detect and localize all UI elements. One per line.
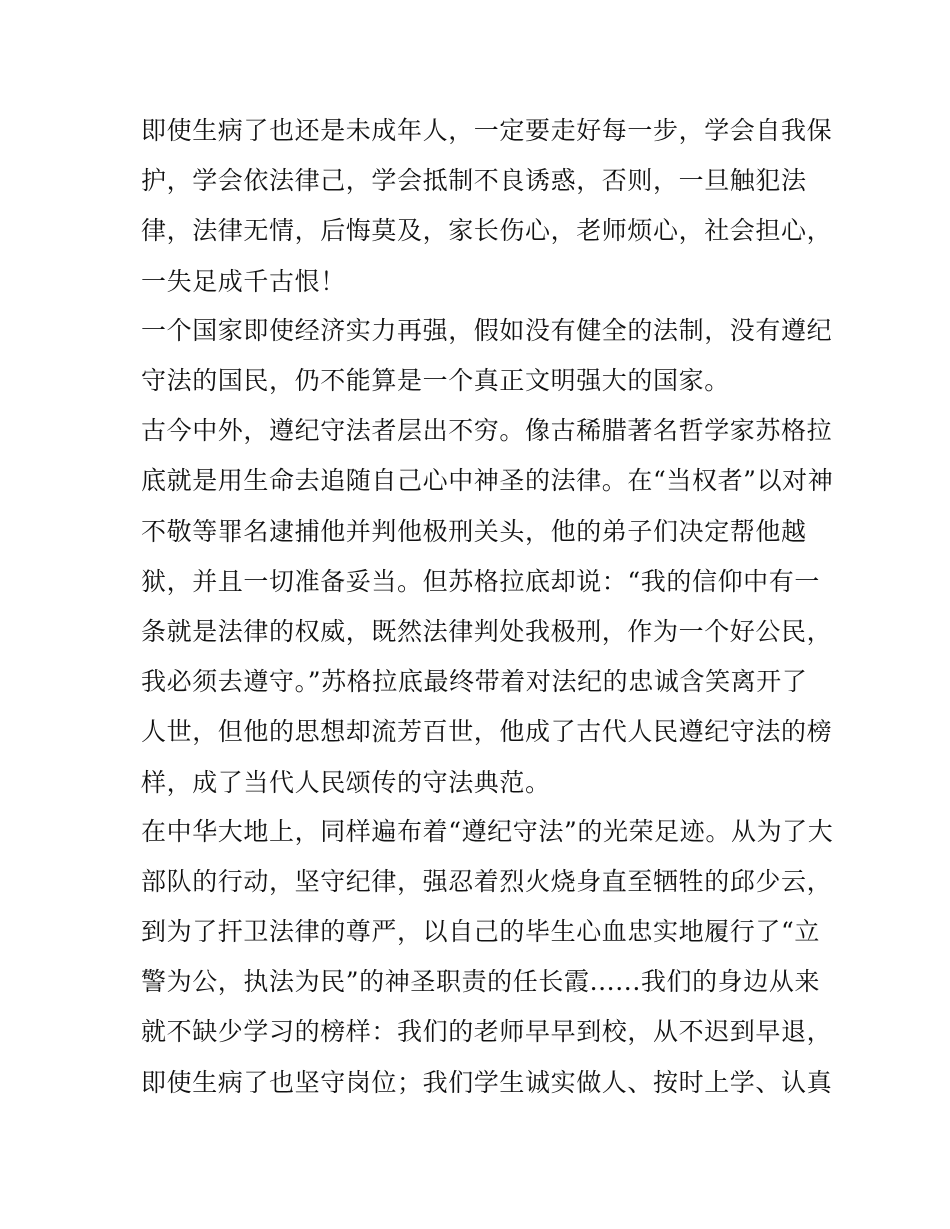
text-line: 一个国家即使经济实力再强，假如没有健全的法制，没有遵纪 (141, 316, 833, 345)
text-line: 在中华大地上，同样遍布着“遵纪守法”的光荣足迹。从为了大 (141, 817, 834, 846)
text-line: 古今中外，遵纪守法者层出不穷。像古稀腊著名哲学家苏格拉 (141, 416, 833, 445)
text-line: 即使生病了也还是未成年人，一定要走好每一步，学会自我保 (141, 116, 833, 145)
text-line: 护，学会依法律己，学会抵制不良诱惑，否则，一旦触犯法 (141, 166, 807, 195)
text-line: 不敬等罪名逮捕他并判他极刑关头，他的弟子们决定帮他越 (141, 517, 807, 546)
text-line: 条就是法律的权威，既然法律判处我极刑，作为一个好公民， (141, 617, 833, 646)
text-line: 守法的国民，仍不能算是一个真正文明强大的国家。 (141, 366, 730, 395)
text-line: 到为了扞卫法律的尊严，以自己的毕生心血忠实地履行了“立 (141, 917, 820, 946)
text-line: 一失足成千古恨！ (141, 267, 346, 296)
text-line: 就不缺少学习的榜样：我们的老师早早到校，从不迟到早退， (141, 1017, 833, 1046)
text-line: 底就是用生命去追随自己心中神圣的法律。在“当权者”以对神 (141, 466, 834, 495)
text-line: 我必须去遵守。”苏格拉底最终带着对法纪的忠诚含笑离开了 (141, 667, 808, 696)
text-line: 警为公，执法为民”的神圣职责的任长霞......我们的身边从来 (141, 967, 821, 996)
text-line: 律，法律无情，后悔莫及，家长伤心，老师烦心，社会担心， (141, 216, 833, 245)
text-line: 部队的行动，坚守纪律，强忍着烈火烧身直至牺牲的邱少云， (141, 867, 833, 896)
text-line: 即使生病了也坚守岗位；我们学生诚实做人、按时上学、认真 (141, 1068, 833, 1097)
text-line: 狱，并且一切准备妥当。但苏格拉底却说：“我的信仰中有一 (141, 567, 820, 596)
text-line: 人世，但他的思想却流芳百世，他成了古代人民遵纪守法的榜 (141, 717, 833, 746)
text-line: 样，成了当代人民颂传的守法典范。 (141, 768, 551, 797)
